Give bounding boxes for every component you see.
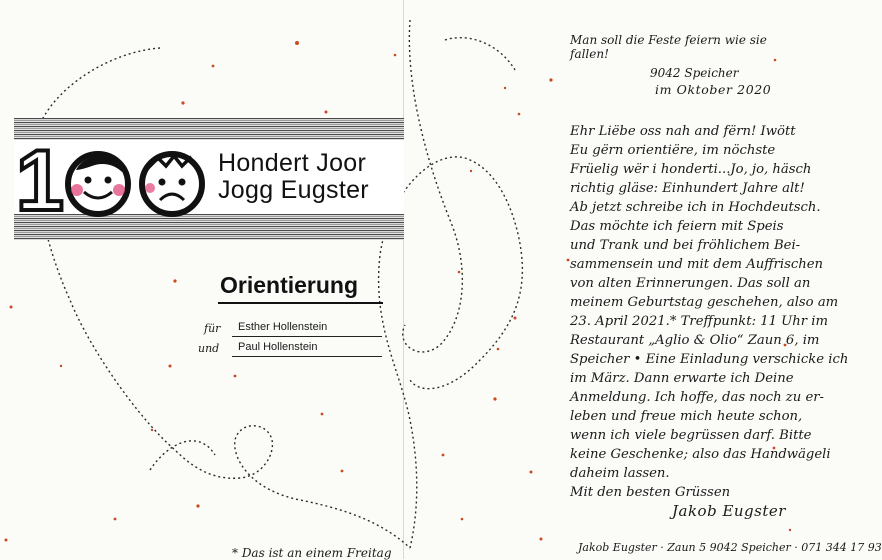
letter-line: und Trank und bei fröhlichem Bei- xyxy=(570,238,801,253)
grumpy-face-icon xyxy=(136,146,208,218)
banner-title-line1: Hondert Joor xyxy=(218,149,367,177)
letter-line: richtig gläse: Einhundert Jahre alt! xyxy=(570,181,805,196)
orientation-title-rule xyxy=(218,302,383,304)
name-line-1 xyxy=(232,336,382,337)
letter-line: leben und freue mich heute schon, xyxy=(570,409,803,424)
recipient-name-2: Paul Hollenstein xyxy=(238,341,318,353)
for-label: für xyxy=(204,322,221,335)
letter-line: Eu gërn orientiëre, im nöchste xyxy=(570,143,776,158)
letter-line: wenn ich viele begrüssen darf. Bitte xyxy=(570,428,812,443)
letter-line: sammensein und mit dem Auffrischen xyxy=(570,257,824,272)
letter-line: von alten Erinnerungen. Das soll an xyxy=(570,276,811,291)
logo-digit-one: 1 xyxy=(16,133,64,229)
letter-place: 9042 Speicher xyxy=(650,66,739,80)
letter-line: 23. April 2021.* Treffpunkt: 11 Uhr im xyxy=(570,314,828,329)
letter-line: Früelig wër i honderti...Jo, jo, häsch xyxy=(570,162,812,177)
letter-motto: Man soll die Feste feiern wie sie fallen! xyxy=(570,33,767,61)
banner-title-line2: Jogg Eugster xyxy=(218,176,369,204)
letter-line: im März. Dann erwarte ich Deine xyxy=(570,371,794,386)
letter-line: Anmeldung. Ich hoffe, das noch zu er- xyxy=(570,390,825,405)
signature: Jakob Eugster xyxy=(672,502,786,520)
letter-line: meinem Geburtstag geschehen, also am xyxy=(570,295,839,310)
letter-line: keine Geschenke; also das Handwägeli xyxy=(570,447,831,462)
and-label: und xyxy=(198,342,220,355)
smiling-face-icon xyxy=(62,146,134,218)
footnote: * Das ist an einem Freitag xyxy=(232,546,392,560)
orientation-title: Orientierung xyxy=(220,272,359,298)
letter-date: im Oktober 2020 xyxy=(655,82,772,97)
name-line-2 xyxy=(232,356,382,357)
banner-title xyxy=(218,150,369,204)
letter-footer-address: Jakob Eugster · Zaun 5 9042 Speicher · 071 344 17 93 xyxy=(578,541,882,554)
letter-line: Restaurant „Aglio & Olio“ Zaun 6, im xyxy=(570,333,820,348)
letter-line: Speicher • Eine Einladung verschicke ich xyxy=(570,352,849,367)
letter-closing: Mit den besten Grüssen xyxy=(570,485,731,500)
letter-line: Das möchte ich feiern mit Speis xyxy=(570,219,784,234)
letter-line: Ab jetzt schreibe ich in Hochdeutsch. xyxy=(570,200,821,215)
letter-line: Ehr Liëbe oss nah and fërn! Iwött xyxy=(570,124,796,139)
letter-line: daheim lassen. xyxy=(570,466,670,481)
recipient-name-1: Esther Hollenstein xyxy=(238,321,328,333)
